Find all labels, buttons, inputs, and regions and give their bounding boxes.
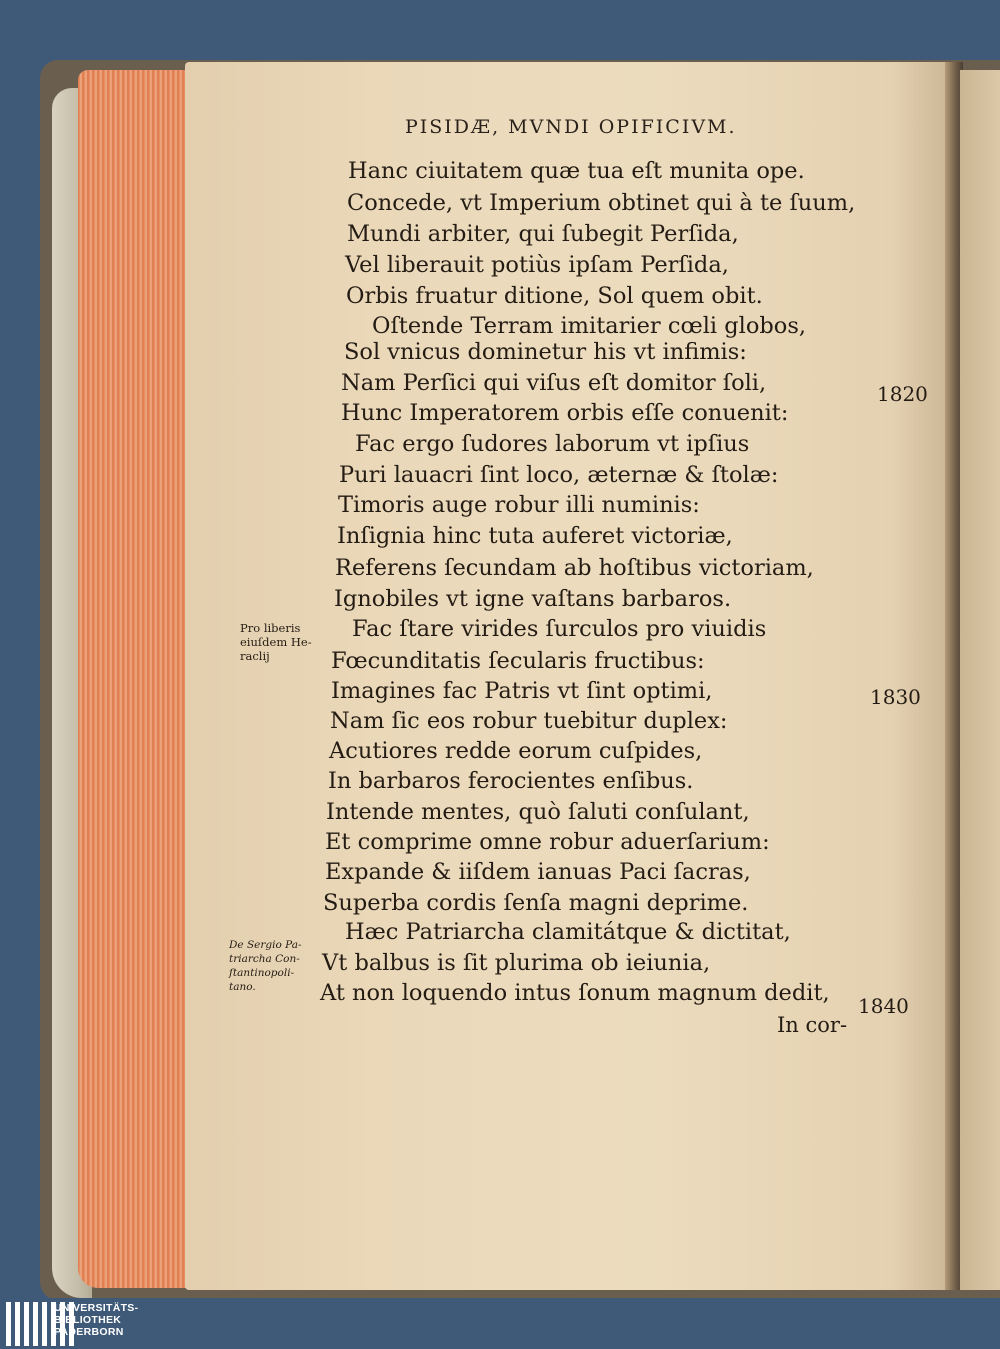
line-number-1830: 1830: [870, 685, 921, 709]
side-note-line: raclij: [240, 649, 270, 663]
library-logo-text: [54, 1302, 138, 1338]
side-note-line: eiuſdem He-: [240, 635, 312, 649]
verse-line: Fac ergo ſudores laborum vt ipſius: [355, 431, 750, 457]
verse-line: Imagines fac Patris vt ſint optimi,: [331, 678, 713, 704]
catchword: In cor-: [777, 1013, 848, 1037]
line-number-1840: 1840: [858, 994, 909, 1018]
verse-line: Intende mentes, quò ſaluti conſulant,: [326, 799, 750, 825]
verse-line: In barbaros ferocientes enſibus.: [328, 768, 694, 794]
verse-line: Ignobiles vt igne vaſtans barbaros.: [334, 586, 732, 612]
verse-line: Fœcunditatis ſecularis fructibus:: [331, 648, 705, 674]
facing-page: [960, 70, 1000, 1290]
verse-line: Hunc Imperatorem orbis eſſe conuenit:: [341, 400, 789, 426]
verse-line: Oſtende Terram imitarier cœli globos,: [372, 313, 807, 339]
side-note-de-sergio: [229, 938, 302, 994]
side-note-line: Pro liberis: [240, 621, 301, 635]
footer-bar: [0, 1298, 1000, 1349]
line-number-1820: 1820: [877, 382, 928, 406]
verse-line: Puri lauacri ſint loco, æternæ & ſtolæ:: [339, 462, 779, 488]
side-note-pro-liberis: [240, 621, 312, 663]
verse-line: Orbis fruatur ditione, Sol quem obit.: [346, 283, 763, 309]
verse-line: Hanc ciuitatem quæ tua eſt munita ope.: [348, 158, 805, 184]
library-name-line: BIBLIOTHEK: [54, 1314, 122, 1326]
side-note-line: De Sergio Pa-: [229, 939, 302, 951]
verse-line: Expande & iiſdem ianuas Paci ſacras,: [325, 859, 751, 885]
running-head: PISIDÆ, MVNDI OPIFICIVM.: [405, 116, 737, 138]
verse-line: Mundi arbiter, qui ſubegit Perſida,: [347, 221, 739, 247]
verse-line: Nam Perſici qui viſus eſt domitor ſoli,: [341, 370, 767, 396]
page-edges: [78, 70, 190, 1288]
verse-line: Nam ſic eos robur tuebitur duplex:: [330, 708, 728, 734]
library-name-line: UNIVERSITÄTS-: [54, 1302, 139, 1314]
side-note-line: triarcha Con-: [229, 953, 300, 965]
library-name-line: PADERBORN: [54, 1326, 124, 1338]
side-note-line: tano.: [229, 981, 256, 993]
verse-line: Concede, vt Imperium obtinet qui à te ſuum,: [347, 190, 856, 216]
verse-line: Hæc Patriarcha clamitátque & dictitat,: [345, 919, 791, 945]
verse-line: Sol vnicus dominetur his vt infimis:: [344, 339, 747, 365]
verse-line: Acutiores redde eorum cuſpides,: [329, 738, 703, 764]
verse-line: Et comprime omne robur aduerſarium:: [325, 829, 770, 855]
side-note-line: ſtantinopoli-: [229, 967, 295, 979]
verse-line: Vt balbus is ſit plurima ob ieiunia,: [322, 950, 711, 976]
verse-line: Inſignia hinc tuta auferet victoriæ,: [337, 523, 733, 549]
verse-line: Fac ſtare virides ſurculos pro viuidis: [352, 616, 767, 642]
verse-line: Referens ſecundam ab hoſtibus victoriam,: [335, 555, 814, 581]
verse-line: Superba cordis ſenſa magni deprime.: [323, 890, 749, 916]
verse-line: Timoris auge robur illi numinis:: [338, 492, 700, 518]
verse-line: At non loquendo intus ſonum magnum dedit,: [320, 980, 830, 1006]
verse-line: Vel liberauit potiùs ipſam Perſida,: [345, 252, 729, 278]
